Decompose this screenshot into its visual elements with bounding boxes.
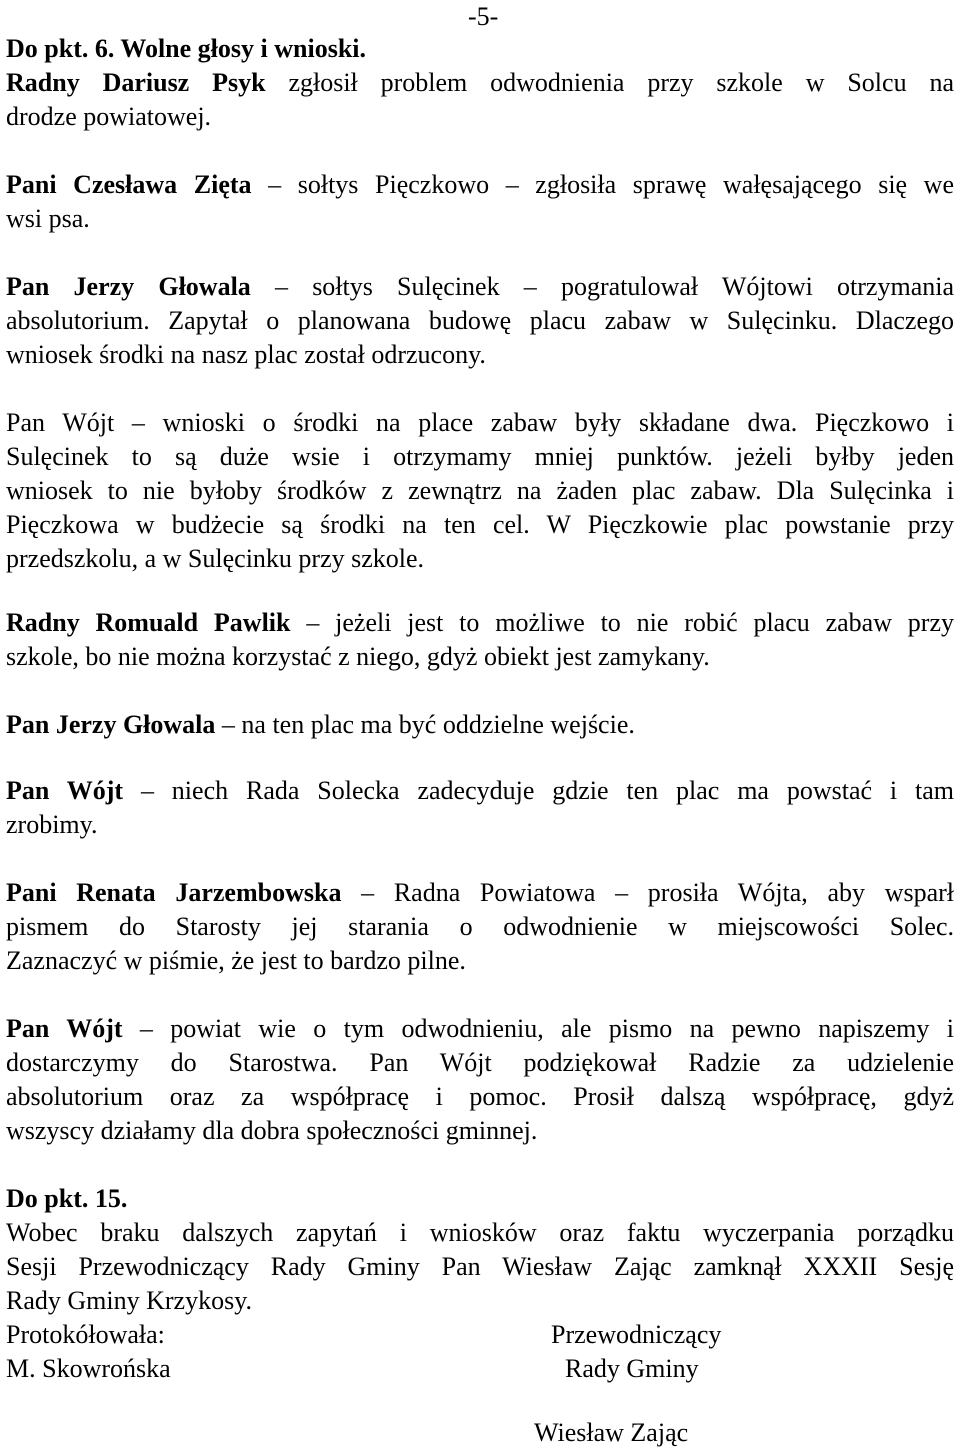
paragraph-glowala-line3: wniosek środki na nasz plac został odrzucony. [6, 340, 486, 369]
signature-right-name: Wiesław Zając [534, 1418, 689, 1447]
paragraph-closing-line3: Rady Gminy Krzykosy. [6, 1286, 253, 1315]
speaker-name: Pan Wójt [6, 776, 124, 805]
paragraph-wojt2-line2: zrobimy. [6, 810, 98, 839]
paragraph-wojt3-line3: absolutorium oraz za współpracę i pomoc. Prosił dalszą współpracę, gdyż [6, 1082, 954, 1111]
paragraph-wojt1-line5: przedszkolu, a w Sulęcinku przy szkole. [6, 544, 425, 573]
paragraph-psyk-line1: Radny Dariusz Psyk zgłosił problem odwodnienia przy szkole w Solcu na [6, 68, 954, 97]
paragraph-wojt3-line1: Pan Wójt – powiat wie o tym odwodnieniu, ale pismo na pewno napiszemy i [6, 1014, 954, 1043]
speaker-name: Pan Wójt [6, 1014, 123, 1043]
paragraph-closing-line1: Wobec braku dalszych zapytań i wniosków oraz faktu wyczerpania porządku [6, 1218, 954, 1247]
heading-pkt15: Do pkt. 15. [6, 1184, 128, 1213]
paragraph-zieta-line2: wsi psa. [6, 204, 90, 233]
paragraph-jarzembowska-line2: pismem do Starosty jej starania o odwodnienie w miejscowości Solec. [6, 912, 954, 941]
paragraph-wojt1-line4: Pięczkowa w budżecie są środki na ten cel. W Pięczkowie plac powstanie przy [6, 510, 954, 539]
paragraph-jarzembowska-line1: Pani Renata Jarzembowska – Radna Powiatowa – prosiła Wójta, aby wsparł [6, 878, 955, 907]
speaker-name: Pani Czesława Zięta [6, 170, 252, 199]
paragraph-wojt3-line2: dostarczymy do Starostwa. Pan Wójt podziękował Radzie za udzielenie [6, 1048, 954, 1077]
signature-left-name: M. Skowrońska [6, 1354, 171, 1383]
paragraph-psyk-line2: drodze powiatowej. [6, 102, 212, 131]
signature-left-role: Protokółowała: [6, 1320, 165, 1349]
paragraph-pawlik-line1: Radny Romuald Pawlik – jeżeli jest to możliwe to nie robić placu zabaw przy [6, 608, 954, 637]
paragraph-pawlik-line2: szkole, bo nie można korzystać z niego, gdyż obiekt jest zamykany. [6, 642, 710, 671]
paragraph-jarzembowska-line3: Zaznaczyć w piśmie, że jest to bardzo pilne. [6, 946, 466, 975]
paragraph-wojt1-line1: Pan Wójt – wnioski o środki na place zabaw były składane dwa. Pięczkowo i [6, 408, 954, 437]
signature-right-role2: Rady Gminy [565, 1354, 699, 1383]
heading-pkt6: Do pkt. 6. Wolne głosy i wnioski. [6, 34, 367, 63]
speaker-name: Pan Jerzy Głowala [6, 710, 216, 739]
paragraph-wojt3-line4: wszyscy działamy dla dobra społeczności gminnej. [6, 1116, 538, 1145]
speaker-name: Pan Jerzy Głowala [6, 272, 251, 301]
paragraph-glowala2-line1: Pan Jerzy Głowala – na ten plac ma być oddzielne wejście. [6, 710, 635, 739]
paragraph-zieta-line1: Pani Czesława Zięta – sołtys Pięczkowo – zgłosiła sprawę wałęsającego się we [6, 170, 955, 199]
paragraph-wojt1-line3: wniosek to nie byłoby środków z zewnątrz na żaden plac zabaw. Dla Sulęcinka i [6, 476, 954, 505]
paragraph-closing-line2: Sesji Przewodniczący Rady Gminy Pan Wiesław Zając zamknął XXXII Sesję [6, 1252, 954, 1281]
page-number: -5- [468, 2, 499, 31]
paragraph-wojt1-line2: Sulęcinek to są duże wsie i otrzymamy mniej punktów. jeżeli byłby jeden [6, 442, 954, 471]
paragraph-glowala-line1: Pan Jerzy Głowala – sołtys Sulęcinek – pogratulował Wójtowi otrzymania [6, 272, 954, 301]
speaker-name: Pani Renata Jarzembowska [6, 878, 342, 907]
paragraph-wojt2-line1: Pan Wójt – niech Rada Solecka zadecyduje gdzie ten plac ma powstać i tam [6, 776, 954, 805]
signature-right-role: Przewodniczący [551, 1320, 722, 1349]
speaker-name: Radny Dariusz Psyk [6, 68, 266, 97]
speaker-name: Radny Romuald Pawlik [6, 608, 291, 637]
paragraph-glowala-line2: absolutorium. Zapytał o planowana budowę placu zabaw w Sulęcinku. Dlaczego [6, 306, 954, 335]
